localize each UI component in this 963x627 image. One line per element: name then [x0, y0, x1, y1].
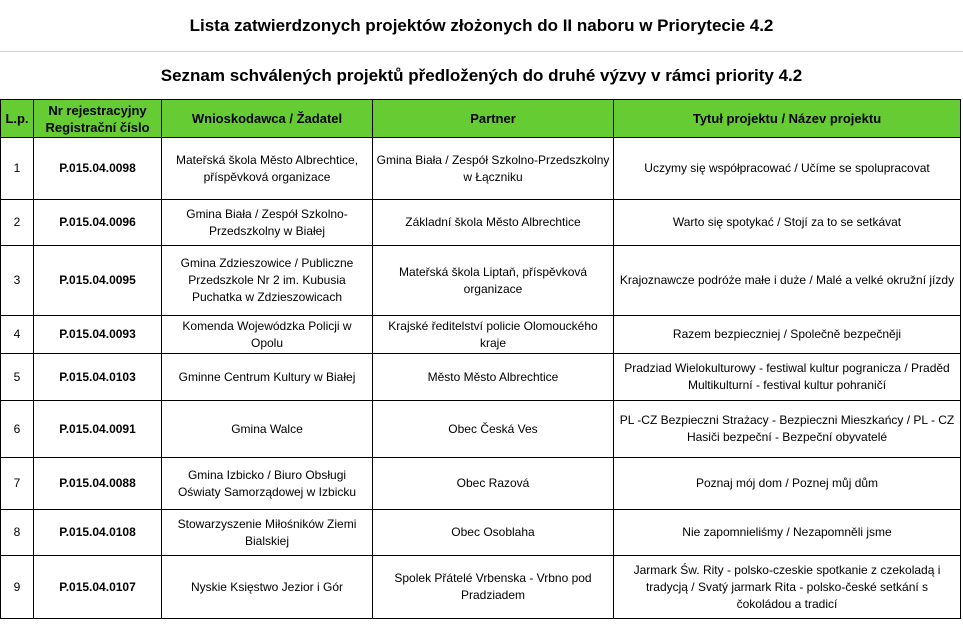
cell-applicant: Stowarzyszenie Miłośników Ziemi Bialskiej [162, 510, 373, 556]
cell-lp: 6 [1, 401, 34, 458]
cell-partner: Mateřská škola Liptaň, příspěvková organizace [373, 246, 614, 316]
cell-applicant: Mateřská škola Město Albrechtice, příspěvková organizace [162, 138, 373, 200]
table-row [1, 510, 961, 556]
header-registration-number: Nr rejestracyjny Registrační číslo [34, 100, 162, 138]
cell-lp: 5 [1, 354, 34, 401]
cell-registration-number: P.015.04.0098 [34, 138, 162, 200]
table-row [1, 200, 961, 246]
cell-applicant: Gminne Centrum Kultury w Białej [162, 354, 373, 401]
header-lp: L.p. [1, 100, 34, 138]
cell-lp: 4 [1, 316, 34, 354]
cell-applicant: Gmina Walce [162, 401, 373, 458]
cell-applicant: Nyskie Księstwo Jezior i Gór [162, 556, 373, 619]
cell-partner: Obec Osoblaha [373, 510, 614, 556]
projects-table [0, 99, 961, 619]
header-partner: Partner [373, 100, 614, 138]
cell-lp: 3 [1, 246, 34, 316]
cell-lp: 2 [1, 200, 34, 246]
page-title-polish: Lista zatwierdzonych projektów złożonych do II naboru w Priorytecie 4.2 [0, 0, 963, 52]
table-row [1, 401, 961, 458]
cell-registration-number: P.015.04.0088 [34, 458, 162, 510]
cell-lp: 8 [1, 510, 34, 556]
cell-applicant: Gmina Biała / Zespół Szkolno-Przedszkolny w Białej [162, 200, 373, 246]
page-title-czech: Seznam schválených projektů předložených do druhé výzvy v rámci priority 4.2 [160, 66, 803, 85]
cell-applicant: Gmina Izbicko / Biuro Obsługi Oświaty Samorządowej w Izbicku [162, 458, 373, 510]
cell-registration-number: P.015.04.0096 [34, 200, 162, 246]
cell-partner: Spolek Přátelé Vrbenska - Vrbno pod Pradziadem [373, 556, 614, 619]
table-row [1, 354, 961, 401]
cell-partner: Gmina Biała / Zespół Szkolno-Przedszkolny w Łączniku [373, 138, 614, 200]
cell-registration-number: P.015.04.0108 [34, 510, 162, 556]
cell-project-title: PL -CZ Bezpieczni Strażacy - Bezpieczni Mieszkańcy / PL - CZ Hasiči bezpeční - Bezpeční obyvatelé [614, 401, 961, 458]
cell-registration-number: P.015.04.0107 [34, 556, 162, 619]
cell-lp: 7 [1, 458, 34, 510]
cell-registration-number: P.015.04.0093 [34, 316, 162, 354]
cell-partner: Krajské ředitelství policie Olomouckého kraje [373, 316, 614, 354]
table-header-row [1, 100, 961, 138]
cell-applicant: Komenda Wojewódzka Policji w Opolu [162, 316, 373, 354]
cell-lp: 1 [1, 138, 34, 200]
cell-partner: Město Město Albrechtice [373, 354, 614, 401]
cell-project-title: Krajoznawcze podróże małe i duże / Malé a velké okružní jízdy [614, 246, 961, 316]
cell-project-title: Poznaj mój dom / Poznej můj dům [614, 458, 961, 510]
table-row [1, 246, 961, 316]
cell-project-title: Jarmark Św. Rity - polsko-czeskie spotkanie z czekoladą i tradycją / Svatý jarmark Rita - polsko-české setkání s čokoládou a tradicí [614, 556, 961, 619]
table-row [1, 458, 961, 510]
cell-project-title: Pradziad Wielokulturowy - festiwal kultur pogranicza / Praděd Multikulturní - festival kultur pohraničí [614, 354, 961, 401]
cell-project-title: Razem bezpieczniej / Společně bezpečněji [614, 316, 961, 354]
cell-registration-number: P.015.04.0091 [34, 401, 162, 458]
cell-project-title: Nie zapomnieliśmy / Nezapomněli jsme [614, 510, 961, 556]
cell-registration-number: P.015.04.0103 [34, 354, 162, 401]
header-applicant: Wnioskodawca / Žadatel [162, 100, 373, 138]
cell-lp: 9 [1, 556, 34, 619]
table-row [1, 138, 961, 200]
cell-project-title: Warto się spotykać / Stojí za to se setkávat [614, 200, 961, 246]
cell-registration-number: P.015.04.0095 [34, 246, 162, 316]
table-row [1, 316, 961, 354]
cell-partner: Obec Razová [373, 458, 614, 510]
cell-partner: Základní škola Město Albrechtice [373, 200, 614, 246]
cell-partner: Obec Česká Ves [373, 401, 614, 458]
cell-project-title: Uczymy się współpracować / Učíme se spolupracovat [614, 138, 961, 200]
table-row [1, 556, 961, 619]
header-project-title: Tytuł projektu / Název projektu [614, 100, 961, 138]
cell-applicant: Gmina Zdzieszowice / Publiczne Przedszkole Nr 2 im. Kubusia Puchatka w Zdzieszowicach [162, 246, 373, 316]
